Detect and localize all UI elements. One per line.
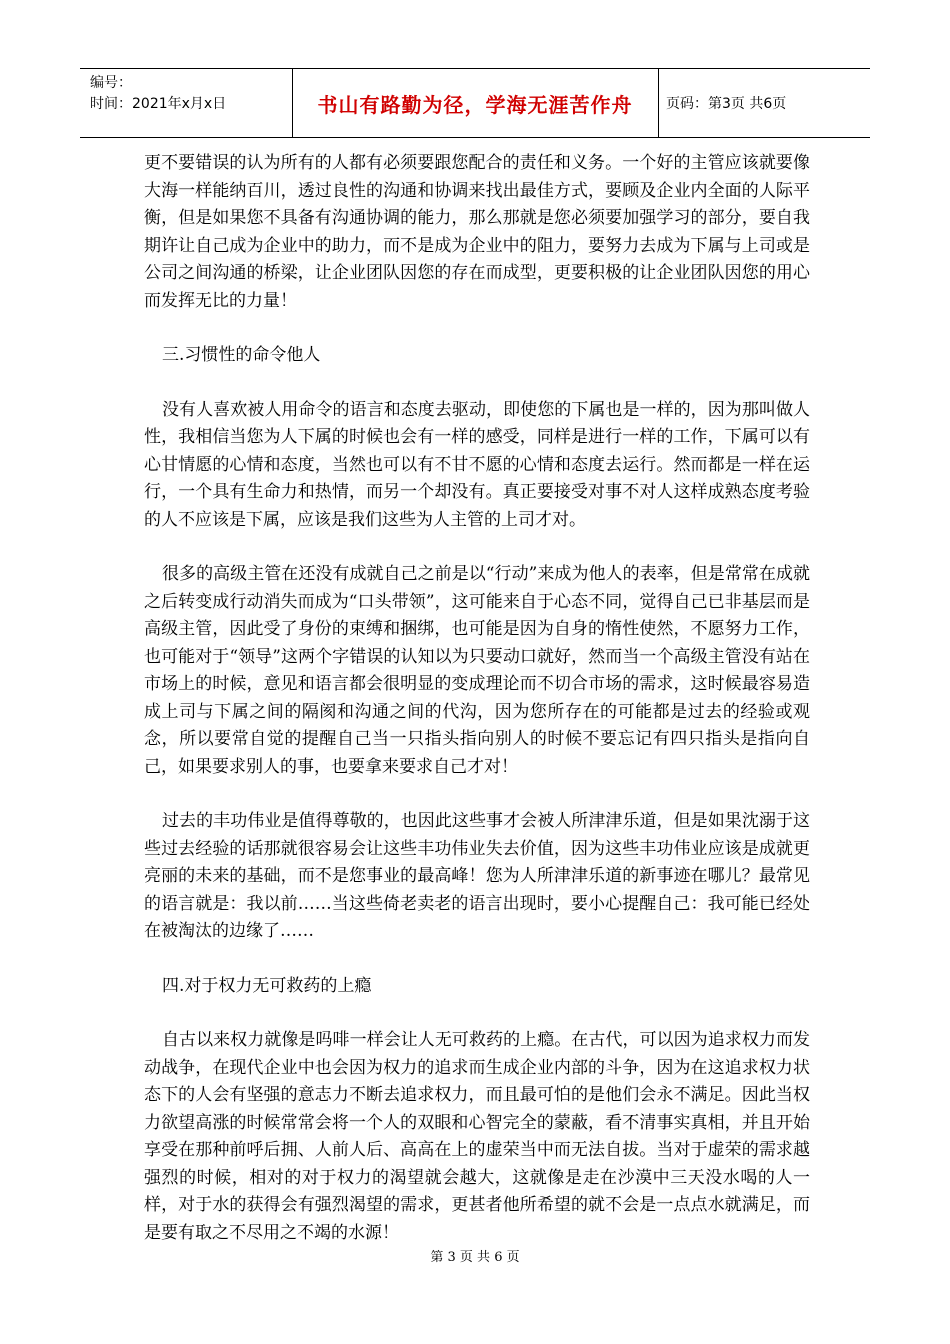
header-motto: 书山有路勤为径，学海无涯苦作舟: [317, 92, 633, 117]
document-body: [144, 150, 810, 1247]
section-heading: 三.习惯性的命令他人: [162, 345, 321, 365]
section-heading: 四.对于权力无可救药的上瘾: [162, 975, 372, 996]
header-page-info: 页码：第3页 共6页: [666, 96, 787, 112]
time-label: 时间：2021年x月x日: [90, 96, 227, 112]
paragraph: 没有人喜欢被人用命令的语言和态度去驱动，即使您的下属也是一样的，因为那叫做人性，我相信当您为人下属的时候也会有一样的感受，同样是进行一样的工作，下属可以有心甘情愿的心情和态度，当然也可以有不甘不愿的心情和态度去运行。然而都是一样在运行，一个具有生命力和热情，而另一个却没有。真正要接受对事不对人这样成熟态度考验的人不应该是下属，应该是我们这些为人主管的上司才对。: [144, 399, 810, 530]
paragraph: 自古以来权力就像是吗啡一样会让人无可救药的上瘾。在古代，可以因为追求权力而发动战争，在现代企业中也会因为权力的追求而生成企业内部的斗争，因为在这追求权力状态下的人会有坚强的意志力不断去追求权力，而且最可怕的是他们会永不满足。因此当权力欲望高涨的时候常常会将一个人的双眼和心智完全的蒙蔽，看不清事实真相，并且开始享受在那种前呼后拥、人前人后、高高在上的虚荣当中而无法自拔。当对于虚荣的需求越强烈的时候，相对的对于权力的渴望就会越大，这就像是走在沙漠中三天没水喝的人一样，对于水的获得会有强烈渴望的需求，更甚者他所希望的就不会是一点点水就满足，而是要有取之不尽用之不竭的水源！: [144, 1030, 810, 1243]
paragraph: 过去的丰功伟业是值得尊敬的，也因此这些事才会被人所津津乐道，但是如果沈溺于这些过去经验的话那就很容易会让这些丰功伟业失去价值，因为这些丰功伟业应该是成就更亮丽的未来的基础，而不是您事业的最高峰！您为人所津津乐道的新事迹在哪儿？最常见的语言就是：我以前……当这些倚老卖老的语言出现时，要小心提醒自己：我可能已经处在被淘汰的边缘了……: [144, 811, 810, 941]
number-label: 编号：: [90, 75, 132, 91]
header-divider: [658, 69, 659, 137]
paragraph: 更不要错误的认为所有的人都有必须要跟您配合的责任和义务。一个好的主管应该就要像大海一样能纳百川，透过良性的沟通和协调来找出最佳方式，要顾及企业内全面的人际平衡，但是如果您不具备有沟通协调的能力，那么那就是您必须要加强学习的部分，要自我期许让自己成为企业中的助力，而不是成为企业中的阻力，要努力去成为下属与上司或是公司之间沟通的桥梁，让企业团队因您的存在而成型，更要积极的让企业团队因您的用心而发挥无比的力量！: [144, 153, 810, 311]
footer-page-number: 第 3 页 共 6 页: [430, 1250, 520, 1265]
paragraph: 很多的高级主管在还没有成就自己之前是以“行动”来成为他人的表率，但是常常在成就之后转变成行动消失而成为“口头带领”，这可能来自于心态不同，觉得自己已非基层而是高级主管，因此受了身份的束缚和捆绑，也可能是因为自身的惰性使然，不愿努力工作，也可能对于“领导”这两个字错误的认知以为只要动口就好，然而当一个高级主管没有站在市场上的时候，意见和语言都会很明显的变成理论而不切合市场的需求，这时候最容易造成上司与下属之间的隔阂和沟通之间的代沟，因为您所存在的可能都是过去的经验或观念，所以要常自觉的提醒自己当一只指头指向别人的时候不要忘记有四只指头是指向自己，如果要求别人的事，也要拿来要求自己才对！: [144, 564, 810, 777]
page-footer: [0, 1246, 950, 1265]
page-header: [80, 68, 870, 138]
header-meta: [90, 73, 290, 115]
